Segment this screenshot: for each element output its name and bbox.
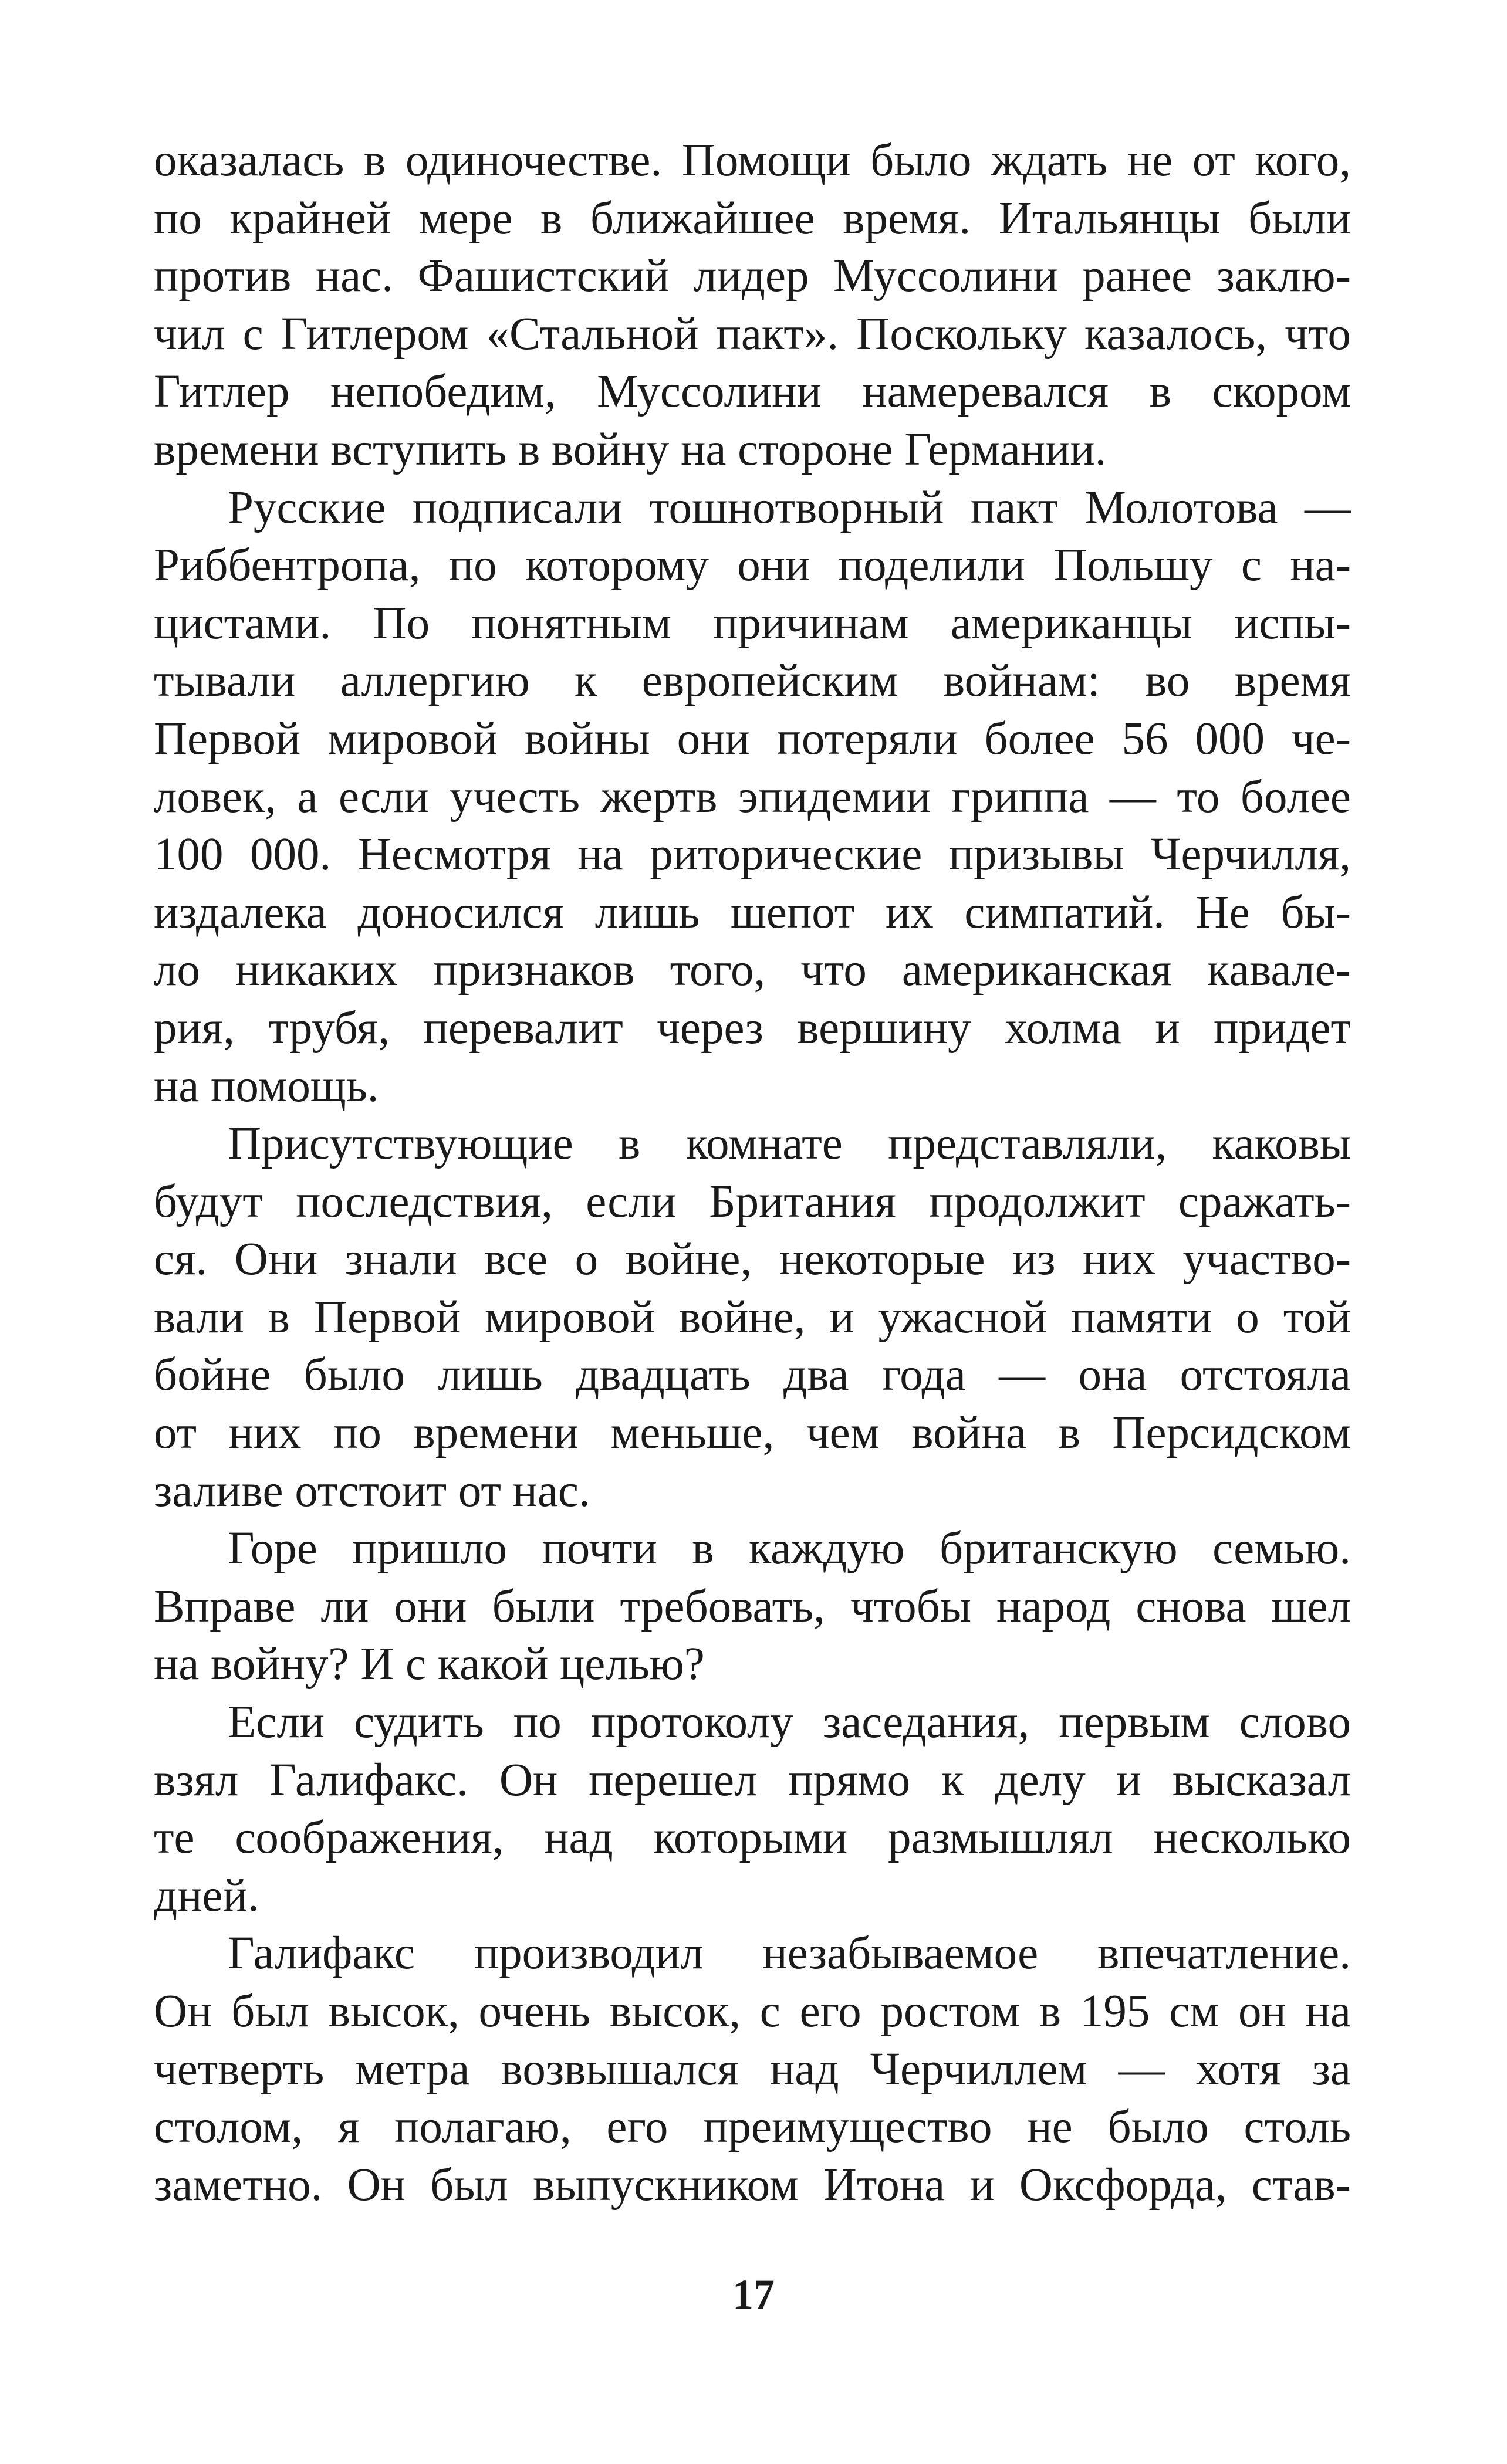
paragraph-first-line: Русские подписали тошнотворный пакт Молотова — <box>228 482 1351 533</box>
text-line: заливе отстоит от нас. <box>154 1465 590 1517</box>
paragraph-first-line: Горе пришло почти в каждую британскую семью. <box>228 1523 1351 1575</box>
text-line: по крайней мере в ближайшее время. Итальянцы были <box>154 192 1351 244</box>
text-line: Первой мировой войны они потеряли более 56 000 че- <box>154 713 1351 764</box>
paragraph-first-line: Галифакс производил незабываемое впечатление. <box>228 1928 1351 1979</box>
paragraph-first-line: Если судить по протоколу заседания, первым слово <box>228 1697 1351 1748</box>
text-line: рия, трубя, перевалит через вершину холма и придет <box>154 1002 1351 1054</box>
text-line: те соображения, над которыми размышлял несколько <box>154 1812 1351 1864</box>
page-number: 17 <box>732 2271 775 2318</box>
paragraph-first-line: Присутствующие в комнате представляли, каковы <box>228 1118 1351 1170</box>
text-line: столом, я полагаю, его преимущество не было столь <box>154 2101 1351 2153</box>
text-line: ловек, а если учесть жертв эпидемии гриппа — то более <box>154 771 1351 823</box>
text-line: Вправе ли они были требовать, чтобы народ снова шел <box>154 1580 1351 1632</box>
text-line: будут последствия, если Британия продолжит сражать- <box>154 1176 1351 1227</box>
text-line: ся. Они знали все о войне, некоторые из них участво- <box>154 1234 1351 1285</box>
text-line: 100 000. Несмотря на риторические призывы Черчилля, <box>154 829 1351 881</box>
text-line: на помощь. <box>154 1060 379 1112</box>
text-line: против нас. Фашистский лидер Муссолини ранее заклю- <box>154 251 1351 302</box>
text-line: заметно. Он был выпускником Итона и Оксфорда, став- <box>154 2159 1351 2211</box>
text-line: ло никаких признаков того, что американская кавале- <box>154 945 1351 996</box>
text-line: цистами. По понятным причинам американцы испы- <box>154 597 1351 649</box>
text-line: от них по времени меньше, чем война в Персидском <box>154 1407 1351 1459</box>
text-line: Гитлер непобедим, Муссолини намеревался в скором <box>154 366 1351 418</box>
text-line: четверть метра возвышался над Черчиллем — хотя за <box>154 2043 1351 2095</box>
text-line: бойне было лишь двадцать два года — она отстояла <box>154 1349 1351 1401</box>
text-line: Он был высок, очень высок, с его ростом в 195 см он на <box>154 1986 1351 2037</box>
text-line: чил с Гитлером «Стальной пакт». Поскольку казалось, что <box>154 308 1351 360</box>
text-line: на войну? И с какой целью? <box>154 1639 705 1690</box>
text-line: времени вступить в войну на стороне Германии. <box>154 424 1107 475</box>
text-line: Риббентропа, по которому они поделили Польшу с на- <box>154 540 1351 591</box>
text-line: взял Галифакс. Он перешел прямо к делу и высказал <box>154 1754 1351 1806</box>
text-line: тывали аллергию к европейским войнам: во время <box>154 655 1351 707</box>
text-line: дней. <box>154 1870 259 1921</box>
text-line: издалека доносился лишь шепот их симпатий. Не бы- <box>154 886 1351 938</box>
text-line: вали в Первой мировой войне, и ужасной памяти о той <box>154 1291 1351 1343</box>
body-text <box>154 132 1351 2214</box>
text-line: оказалась в одиночестве. Помощи было ждать не от кого, <box>154 135 1351 186</box>
